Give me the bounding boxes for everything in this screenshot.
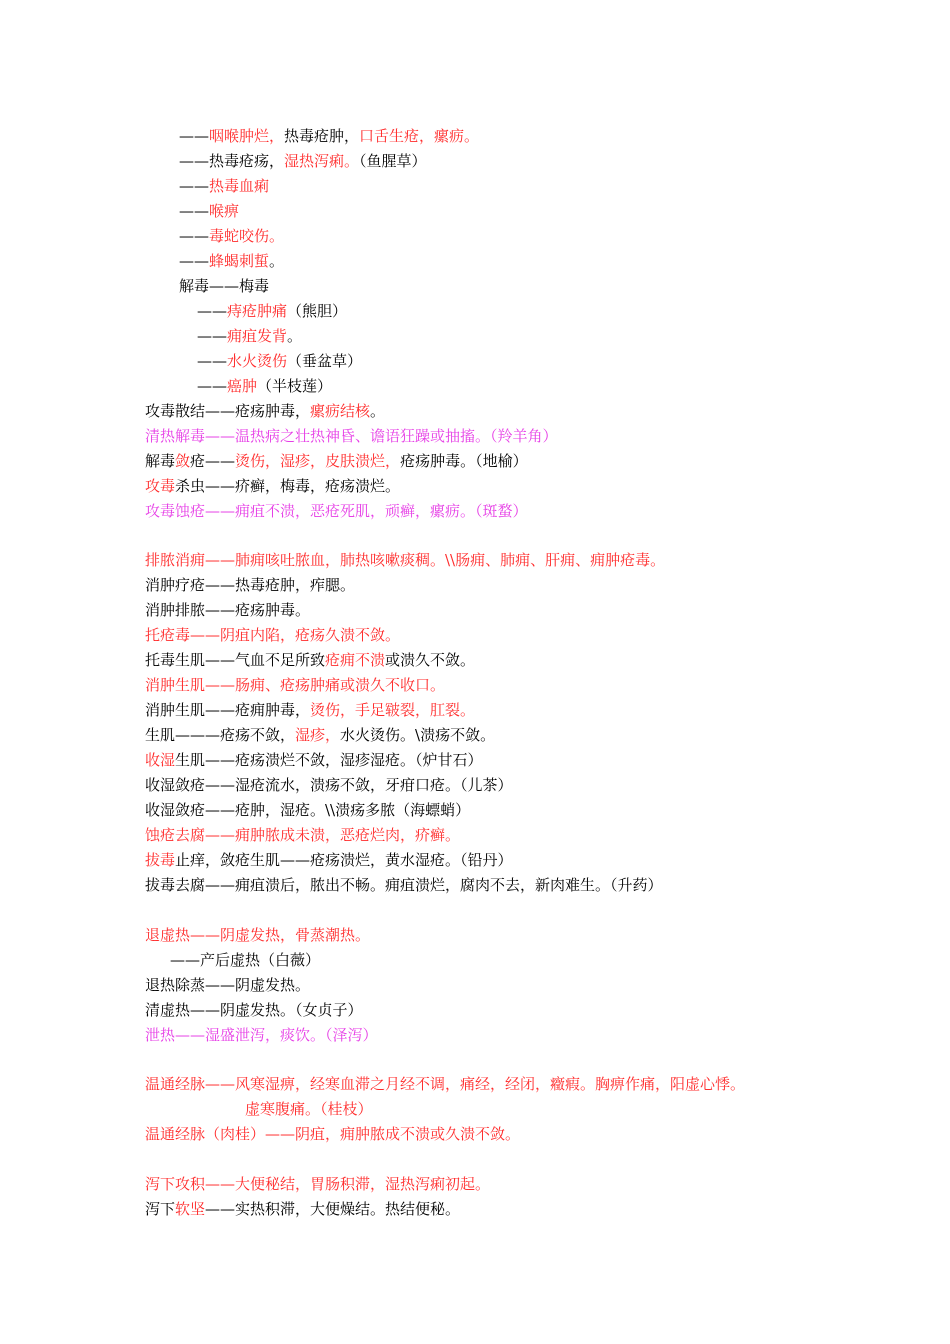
- text-line: [145, 550, 665, 570]
- text-line: [145, 501, 528, 521]
- text-line: [145, 925, 370, 945]
- text-line: [145, 775, 513, 795]
- text-segment: 疮痈不溃: [325, 651, 386, 669]
- text-segment: 痈疽发背: [227, 327, 288, 345]
- text-segment: 解毒——梅毒: [179, 277, 270, 295]
- text-segment: 温通经脉——风寒湿痹，经寒血滞之月经不调，痛经，经闭，癥瘕。胸痹作痛，阳虚心悸。: [145, 1075, 746, 1093]
- text-segment: 热毒疮肿，: [284, 127, 360, 145]
- text-line: [197, 351, 362, 371]
- text-segment: 口舌生疮，瘰疬。: [359, 127, 480, 145]
- text-line: [179, 276, 269, 296]
- text-segment: 拔毒去腐——痈疽溃后，脓出不畅。痈疽溃烂，腐肉不去，新肉难生。（升药）: [145, 876, 663, 894]
- text-segment: 生肌———疮疡不敛，: [145, 726, 296, 744]
- text-segment: 癌肿: [227, 377, 258, 395]
- text-segment: 托疮毒——阴疽内陷，疮疡久溃不敛。: [145, 626, 401, 644]
- text-line: [145, 800, 470, 820]
- text-line: [245, 1099, 373, 1119]
- text-segment: 收湿敛疮——湿疮流水，溃疡不敛，牙疳口疮。（儿茶）: [145, 776, 513, 794]
- text-line: [145, 575, 355, 595]
- text-segment: 瘰疬结核: [310, 402, 371, 420]
- text-line: [145, 451, 528, 471]
- text-segment: 或溃久不敛。: [385, 651, 476, 669]
- text-segment: ——热毒疮疡，: [179, 152, 285, 170]
- text-segment: ——: [197, 302, 227, 320]
- text-line: [179, 201, 239, 221]
- text-segment: 虚寒腹痛。（桂枝）: [245, 1100, 373, 1118]
- text-segment: 消肿排脓——疮疡肿毒。: [145, 601, 311, 619]
- text-segment: 生肌——疮疡溃烂不敛，湿疹湿疮。（炉甘石）: [175, 751, 483, 769]
- text-line: [145, 675, 445, 695]
- text-segment: ——: [179, 252, 209, 270]
- text-line: [179, 151, 427, 171]
- text-segment: 排脓消痈——肺痈咳吐脓血，肺热咳嗽痰稠。\\肠痈、肺痈、肝痈、痈肿疮毒。: [145, 551, 666, 569]
- text-segment: 热毒血痢: [209, 177, 270, 195]
- text-segment: 毒蛇咬伤。: [209, 227, 285, 245]
- text-segment: ——: [197, 352, 227, 370]
- text-segment: 泄热——湿盛泄泻，痰饮。（泽泻）: [145, 1026, 378, 1044]
- text-segment: ——: [179, 177, 209, 195]
- text-segment: 杀虫——疥癣，梅毒，疮疡溃烂。: [175, 477, 401, 495]
- text-line: [145, 1000, 363, 1020]
- text-segment: 湿疹，: [295, 726, 341, 744]
- text-segment: 水火烫伤: [227, 352, 288, 370]
- text-segment: 泻下: [145, 1200, 176, 1218]
- text-segment: 烫伤，手足皲裂，肛裂。: [310, 701, 476, 719]
- text-line: [197, 326, 302, 346]
- text-segment: 止痒，敛疮生肌——疮疡溃烂，黄水湿疮。（铅丹）: [175, 851, 513, 869]
- text-segment: 收湿敛疮——疮肿，湿疮。\\溃疡多脓（海螵蛸）: [145, 801, 471, 819]
- text-segment: 攻毒散结——疮疡肿毒，: [145, 402, 311, 420]
- text-segment: 疮疡肿毒。（地榆）: [400, 452, 528, 470]
- text-line: [145, 476, 400, 496]
- text-segment: 消肿生肌——疮痈肿毒，: [145, 701, 311, 719]
- text-segment: ——: [179, 202, 209, 220]
- text-line: [145, 1124, 520, 1144]
- text-line: [197, 376, 332, 396]
- text-segment: 泻下攻积——大便秘结，胃肠积滞，湿热泻痢初起。: [145, 1175, 491, 1193]
- text-segment: 攻毒: [145, 477, 176, 495]
- text-line: [179, 126, 479, 146]
- text-segment: （熊胆）: [287, 302, 348, 320]
- text-segment: 敛: [175, 452, 191, 470]
- text-segment: 烫伤，湿疹，皮肤溃烂，: [235, 452, 401, 470]
- text-line: [145, 875, 663, 895]
- text-segment: 咽喉肿烂，: [209, 127, 285, 145]
- text-segment: 托毒生肌——气血不足所致: [145, 651, 326, 669]
- text-segment: ——实热积滞，大便燥结。热结便秘。: [205, 1200, 461, 1218]
- text-line: [145, 725, 495, 745]
- text-segment: 疮——: [190, 452, 236, 470]
- text-line: [179, 176, 269, 196]
- text-segment: 收湿: [145, 751, 176, 769]
- text-segment: 退虚热——阴虚发热，骨蒸潮热。: [145, 926, 371, 944]
- text-segment: 消肿疗疮——热毒疮肿，痄腮。: [145, 576, 356, 594]
- text-segment: ——: [197, 377, 227, 395]
- text-line: [145, 1199, 460, 1219]
- text-segment: 软坚: [175, 1200, 206, 1218]
- text-line: [170, 950, 320, 970]
- text-line: [145, 426, 558, 446]
- text-line: [145, 750, 483, 770]
- text-segment: 温通经脉（肉桂）——阴疽，痈肿脓成不溃或久溃不敛。: [145, 1125, 521, 1143]
- text-segment: 痔疮肿痛: [227, 302, 288, 320]
- text-segment: 喉痹: [209, 202, 240, 220]
- text-segment: ——: [197, 327, 227, 345]
- text-line: [145, 600, 310, 620]
- text-segment: ——: [179, 127, 209, 145]
- text-line: [179, 226, 284, 246]
- text-line: [145, 975, 310, 995]
- text-segment: （鱼腥草）: [359, 152, 427, 170]
- text-line: [145, 401, 385, 421]
- text-line: [145, 1074, 745, 1094]
- text-line: [145, 700, 475, 720]
- text-line: [145, 625, 400, 645]
- text-segment: 水火烫伤。\溃疡不敛。: [340, 726, 496, 744]
- text-line: [145, 850, 513, 870]
- text-line: [197, 301, 347, 321]
- text-segment: 蚀疮去腐——痈肿脓成未溃，恶疮烂肉，疥癣。: [145, 826, 461, 844]
- text-line: [145, 1174, 490, 1194]
- text-segment: 拔毒: [145, 851, 176, 869]
- text-segment: 清热解毒——温热病之壮热神昏、谵语狂躁或抽搐。（羚羊角）: [145, 427, 558, 445]
- text-segment: （半枝莲）: [257, 377, 333, 395]
- text-line: [145, 825, 460, 845]
- text-segment: 。: [269, 252, 285, 270]
- text-segment: ——产后虚热（白薇）: [170, 951, 321, 969]
- text-segment: 攻毒蚀疮——痈疽不溃，恶疮死肌，顽癣，瘰疬。（斑蝥）: [145, 502, 528, 520]
- text-segment: 。: [370, 402, 386, 420]
- text-segment: （垂盆草）: [287, 352, 363, 370]
- text-segment: 蜂蝎刺蜇: [209, 252, 270, 270]
- text-segment: 退热除蒸——阴虚发热。: [145, 976, 311, 994]
- text-segment: 湿热泻痢。: [284, 152, 360, 170]
- text-segment: ——: [179, 227, 209, 245]
- text-segment: 清虚热——阴虚发热。（女贞子）: [145, 1001, 363, 1019]
- text-line: [145, 650, 475, 670]
- text-line: [179, 251, 284, 271]
- text-segment: 解毒: [145, 452, 176, 470]
- text-segment: 。: [287, 327, 303, 345]
- text-line: [145, 1025, 378, 1045]
- text-segment: 消肿生肌——肠痈、疮疡肿痛或溃久不收口。: [145, 676, 446, 694]
